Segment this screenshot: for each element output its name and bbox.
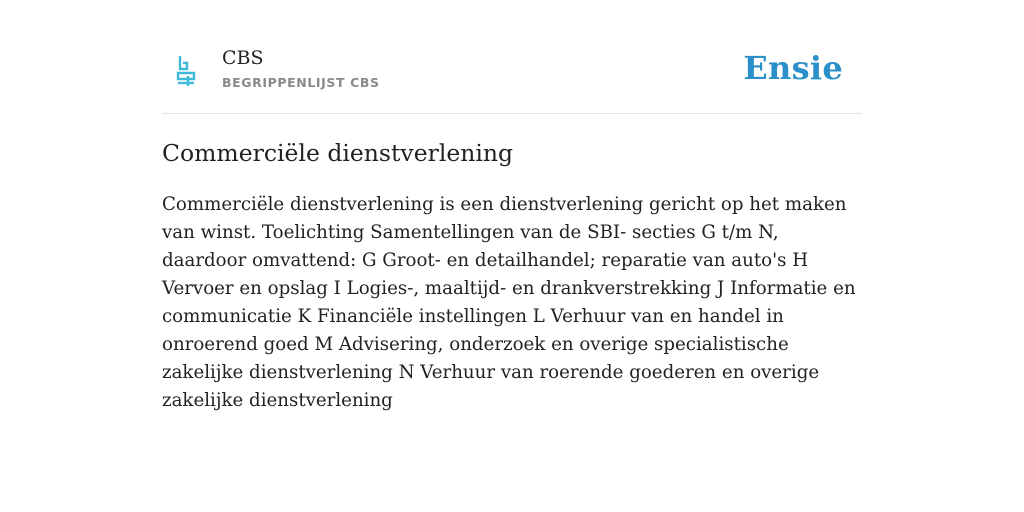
source-name[interactable]: CBS <box>222 47 264 69</box>
source-subtitle[interactable]: BEGRIPPENLIJST CBS <box>222 75 380 90</box>
cbs-logo-icon[interactable] <box>174 54 198 88</box>
page-container <box>162 0 862 415</box>
page-title: Commerciële dienstverlening <box>162 139 514 167</box>
definition-text: Commerciële dienstverlening is een dienstverlening gericht op het maken van winst. Toelichting Samentellingen van de SBI- secties G t/m N, daardoor omvattend: G Groot- en detailhandel; reparatie van auto's H Vervoer en opslag I Logies-, maaltijd- en drankverstrekking J Informatie en communicatie K Financiële instellingen L Verhuur van en handel in onroerend goed M Advisering, onderzoek en overige specialistische zakelijke dienstverlening N Verhuur van roerende goederen en overige zakelijke dienstverlening <box>162 194 856 411</box>
header <box>162 0 862 114</box>
brand-logo[interactable]: Ensie <box>743 49 843 87</box>
